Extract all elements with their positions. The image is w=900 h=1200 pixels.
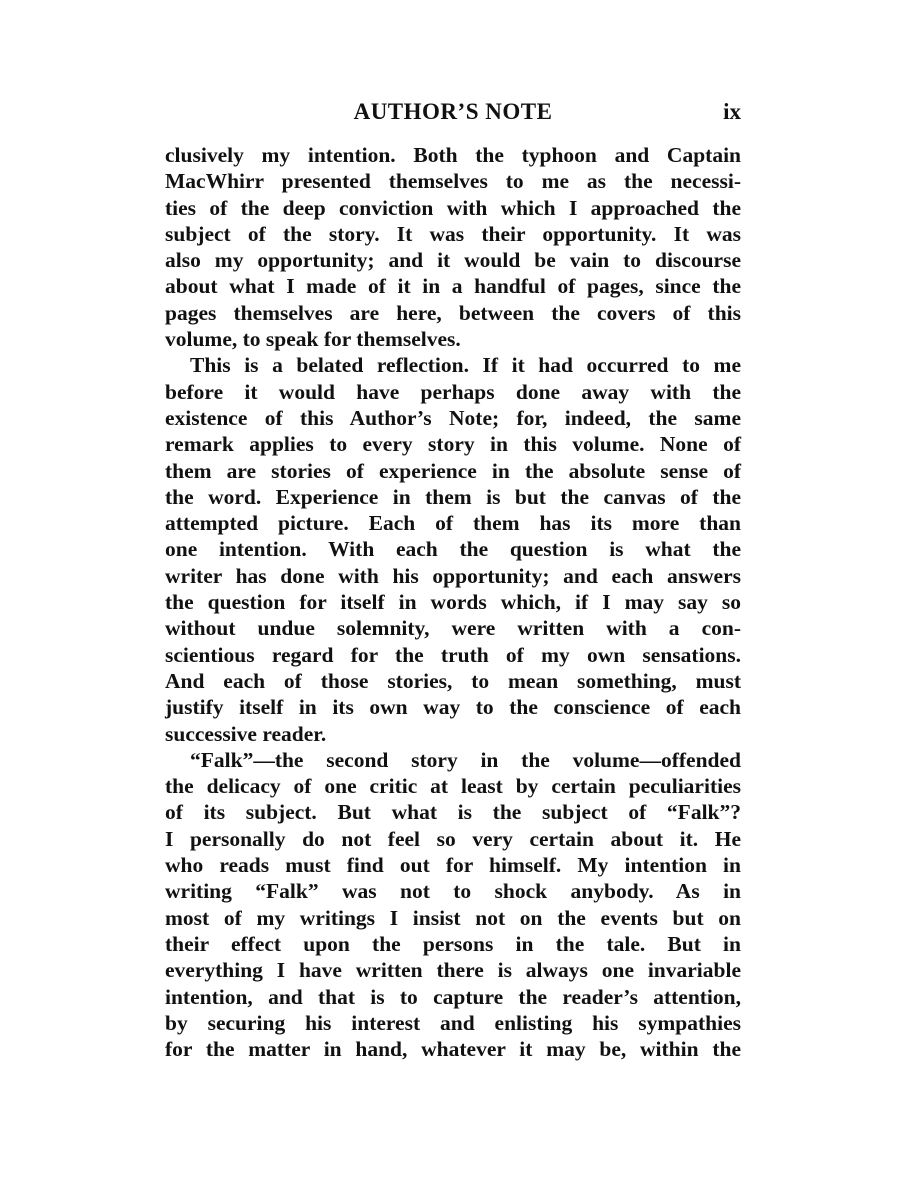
text-line: everything I have written there is always one invariable — [165, 958, 741, 983]
text-line: writing “Falk” was not to shock anybody. As in — [165, 879, 741, 904]
text-line: by securing his interest and enlisting his sympathies — [165, 1010, 741, 1035]
text-line: MacWhirr presented themselves to me as the necessi- — [165, 169, 741, 194]
text-line: without undue solemnity, were written with a con- — [165, 616, 741, 641]
paragraph-2 — [165, 352, 741, 746]
text-line: remark applies to every story in this volume. None of — [165, 432, 741, 457]
text-line: scientious regard for the truth of my own sensations. — [165, 642, 741, 667]
text-line: subject of the story. It was their opportunity. It was — [165, 221, 741, 246]
text-line: who reads must find out for himself. My intention in — [165, 853, 741, 878]
text-line: for the matter in hand, whatever it may be, within the — [165, 1037, 741, 1062]
text-line: This is a belated reflection. If it had occurred to me — [190, 353, 741, 378]
paragraph-3 — [165, 747, 741, 1063]
paragraph-1 — [165, 142, 741, 352]
text-line: ties of the deep conviction with which I approached the — [165, 195, 741, 220]
page-number: ix — [723, 99, 741, 124]
text-line: justify itself in its own way to the conscience of each — [165, 695, 741, 720]
text-line: of its subject. But what is the subject of “Falk”? — [165, 800, 741, 825]
text-line: about what I made of it in a handful of pages, since the — [165, 274, 741, 299]
text-line: them are stories of experience in the absolute sense of — [165, 458, 741, 483]
running-head — [165, 96, 741, 128]
body-text — [165, 142, 741, 1062]
text-line: the question for itself in words which, if I may say so — [165, 590, 741, 615]
text-line: the delicacy of one critic at least by certain peculiarities — [165, 774, 741, 799]
text-line: one intention. With each the question is what the — [165, 537, 741, 562]
text-line: existence of this Author’s Note; for, indeed, the same — [165, 405, 741, 430]
text-line: intention, and that is to capture the reader’s attention, — [165, 984, 741, 1009]
text-line: writer has done with his opportunity; and each answers — [165, 563, 741, 588]
text-line: attempted picture. Each of them has its more than — [165, 511, 741, 536]
text-line: also my opportunity; and it would be vain to discourse — [165, 248, 741, 273]
text-line: the word. Experience in them is but the canvas of the — [165, 484, 741, 509]
text-line: And each of those stories, to mean something, must — [165, 668, 741, 693]
text-line: their effect upon the persons in the tale. But in — [165, 931, 741, 956]
text-line: “Falk”—the second story in the volume—offended — [190, 747, 741, 772]
running-head-title: AUTHOR’S NOTE — [353, 99, 553, 124]
text-line: before it would have perhaps done away with the — [165, 379, 741, 404]
text-line: clusively my intention. Both the typhoon and Captain — [165, 143, 741, 167]
text-line: most of my writings I insist not on the events but on — [165, 905, 741, 930]
text-line: volume, to speak for themselves. — [165, 327, 461, 352]
text-line: successive reader. — [165, 721, 327, 746]
text-line: I personally do not feel so very certain about it. He — [165, 826, 741, 851]
text-line: pages themselves are here, between the covers of this — [165, 300, 741, 325]
